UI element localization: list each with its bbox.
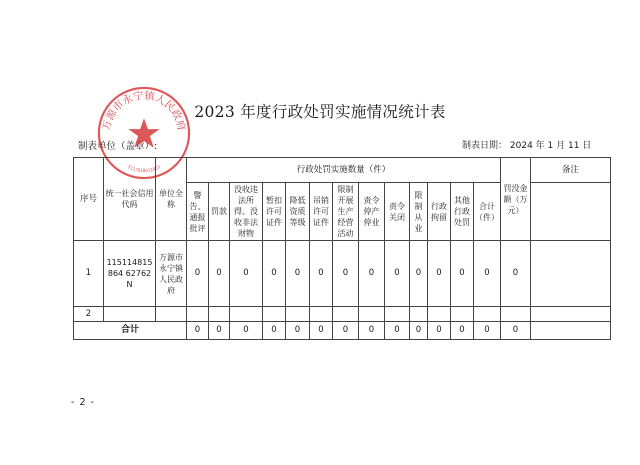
total-count: 0 (451, 322, 474, 340)
row-count (451, 307, 474, 322)
row-fine: 0 (501, 241, 531, 307)
row-count (310, 307, 333, 322)
page-number: - 2 - (71, 397, 95, 408)
row-count: 0 (209, 241, 230, 307)
row-count (385, 307, 410, 322)
row-count: 0 (230, 241, 263, 307)
header-penalty-type: 暂扣许可证件 (263, 183, 286, 241)
total-fine: 0 (501, 322, 531, 340)
row-seq: 1 (74, 241, 104, 307)
header-fine-amount: 罚没金额（万元） (501, 158, 531, 241)
row-count (428, 307, 451, 322)
row-count: 0 (263, 241, 286, 307)
unit-label: 制表单位（盖章）: (78, 141, 158, 152)
total-label: 合计 (74, 322, 187, 340)
total-remark (531, 322, 611, 340)
row-count (333, 307, 359, 322)
total-count: 0 (310, 322, 333, 340)
row-count: 0 (187, 241, 209, 307)
remarks-blank-cell (531, 183, 611, 241)
row-count: 0 (286, 241, 310, 307)
total-count: 0 (428, 322, 451, 340)
total-count: 0 (410, 322, 428, 340)
row-count (286, 307, 310, 322)
table-row (74, 241, 611, 307)
header-seq: 序号 (74, 158, 104, 241)
header-remarks: 备注 (531, 158, 611, 183)
header-penalty-type: 降低资质等级 (286, 183, 310, 241)
row-unit-name: 万源市永宁镇人民政府 (156, 241, 187, 307)
header-penalty-type: 合计（件） (474, 183, 501, 241)
header-unit-name: 单位全称 (156, 158, 187, 241)
header-penalty-type: 责令停产停业 (359, 183, 385, 241)
total-row (74, 322, 611, 340)
row-count: 0 (333, 241, 359, 307)
header-penalty-type: 限制开展生产经营活动 (333, 183, 359, 241)
row-remark (531, 307, 611, 322)
header-penalty-type: 行政拘留 (428, 183, 451, 241)
header-penalty-type: 责令关闭 (385, 183, 410, 241)
total-count: 0 (385, 322, 410, 340)
header-penalty-type: 罚款 (209, 183, 230, 241)
row-unit-name (156, 307, 187, 322)
date-line (462, 138, 591, 151)
header-penalty-type: 没收违法所得、没收非法财物 (230, 183, 263, 241)
header-penalty-type: 其他行政处罚 (451, 183, 474, 241)
row-count: 0 (310, 241, 333, 307)
row-count: 0 (474, 241, 501, 307)
penalty-statistics-table (73, 157, 611, 340)
row-count (230, 307, 263, 322)
total-count: 0 (263, 322, 286, 340)
row-credit-code: 115114815864 62762N (104, 241, 156, 307)
row-count (209, 307, 230, 322)
row-count (187, 307, 209, 322)
header-penalty-type: 警告、通报批评 (187, 183, 209, 241)
total-count: 0 (474, 322, 501, 340)
total-count: 0 (187, 322, 209, 340)
header-penalty-type: 吊销许可证件 (310, 183, 333, 241)
seal-text: 万源市永宁镇人民政府 (100, 89, 188, 132)
date-label: 制表日期： (462, 141, 508, 151)
row-count: 0 (410, 241, 428, 307)
row-credit-code (104, 307, 156, 322)
table-row (74, 307, 611, 322)
header-penalty-group: 行政处罚实施数量（件） (187, 158, 501, 183)
row-count (410, 307, 428, 322)
row-count: 0 (359, 241, 385, 307)
row-count: 0 (385, 241, 410, 307)
total-count: 0 (286, 322, 310, 340)
row-count (359, 307, 385, 322)
header-credit-code: 统一社会信用代码 (104, 158, 156, 241)
document-title: 2023 年度行政处罚实施情况统计表 (194, 103, 446, 121)
seal-code: 5117810011863 (126, 165, 162, 175)
seal-star-icon (128, 118, 159, 147)
total-count: 0 (209, 322, 230, 340)
date-value: 2024 年 1 月 11 日 (509, 141, 592, 151)
row-count: 0 (451, 241, 474, 307)
row-count (474, 307, 501, 322)
row-fine (501, 307, 531, 322)
row-count: 0 (428, 241, 451, 307)
total-count: 0 (333, 322, 359, 340)
header-penalty-type: 限制从业 (410, 183, 428, 241)
total-count: 0 (230, 322, 263, 340)
row-count (263, 307, 286, 322)
row-seq: 2 (74, 307, 104, 322)
row-remark (531, 241, 611, 307)
total-count: 0 (359, 322, 385, 340)
